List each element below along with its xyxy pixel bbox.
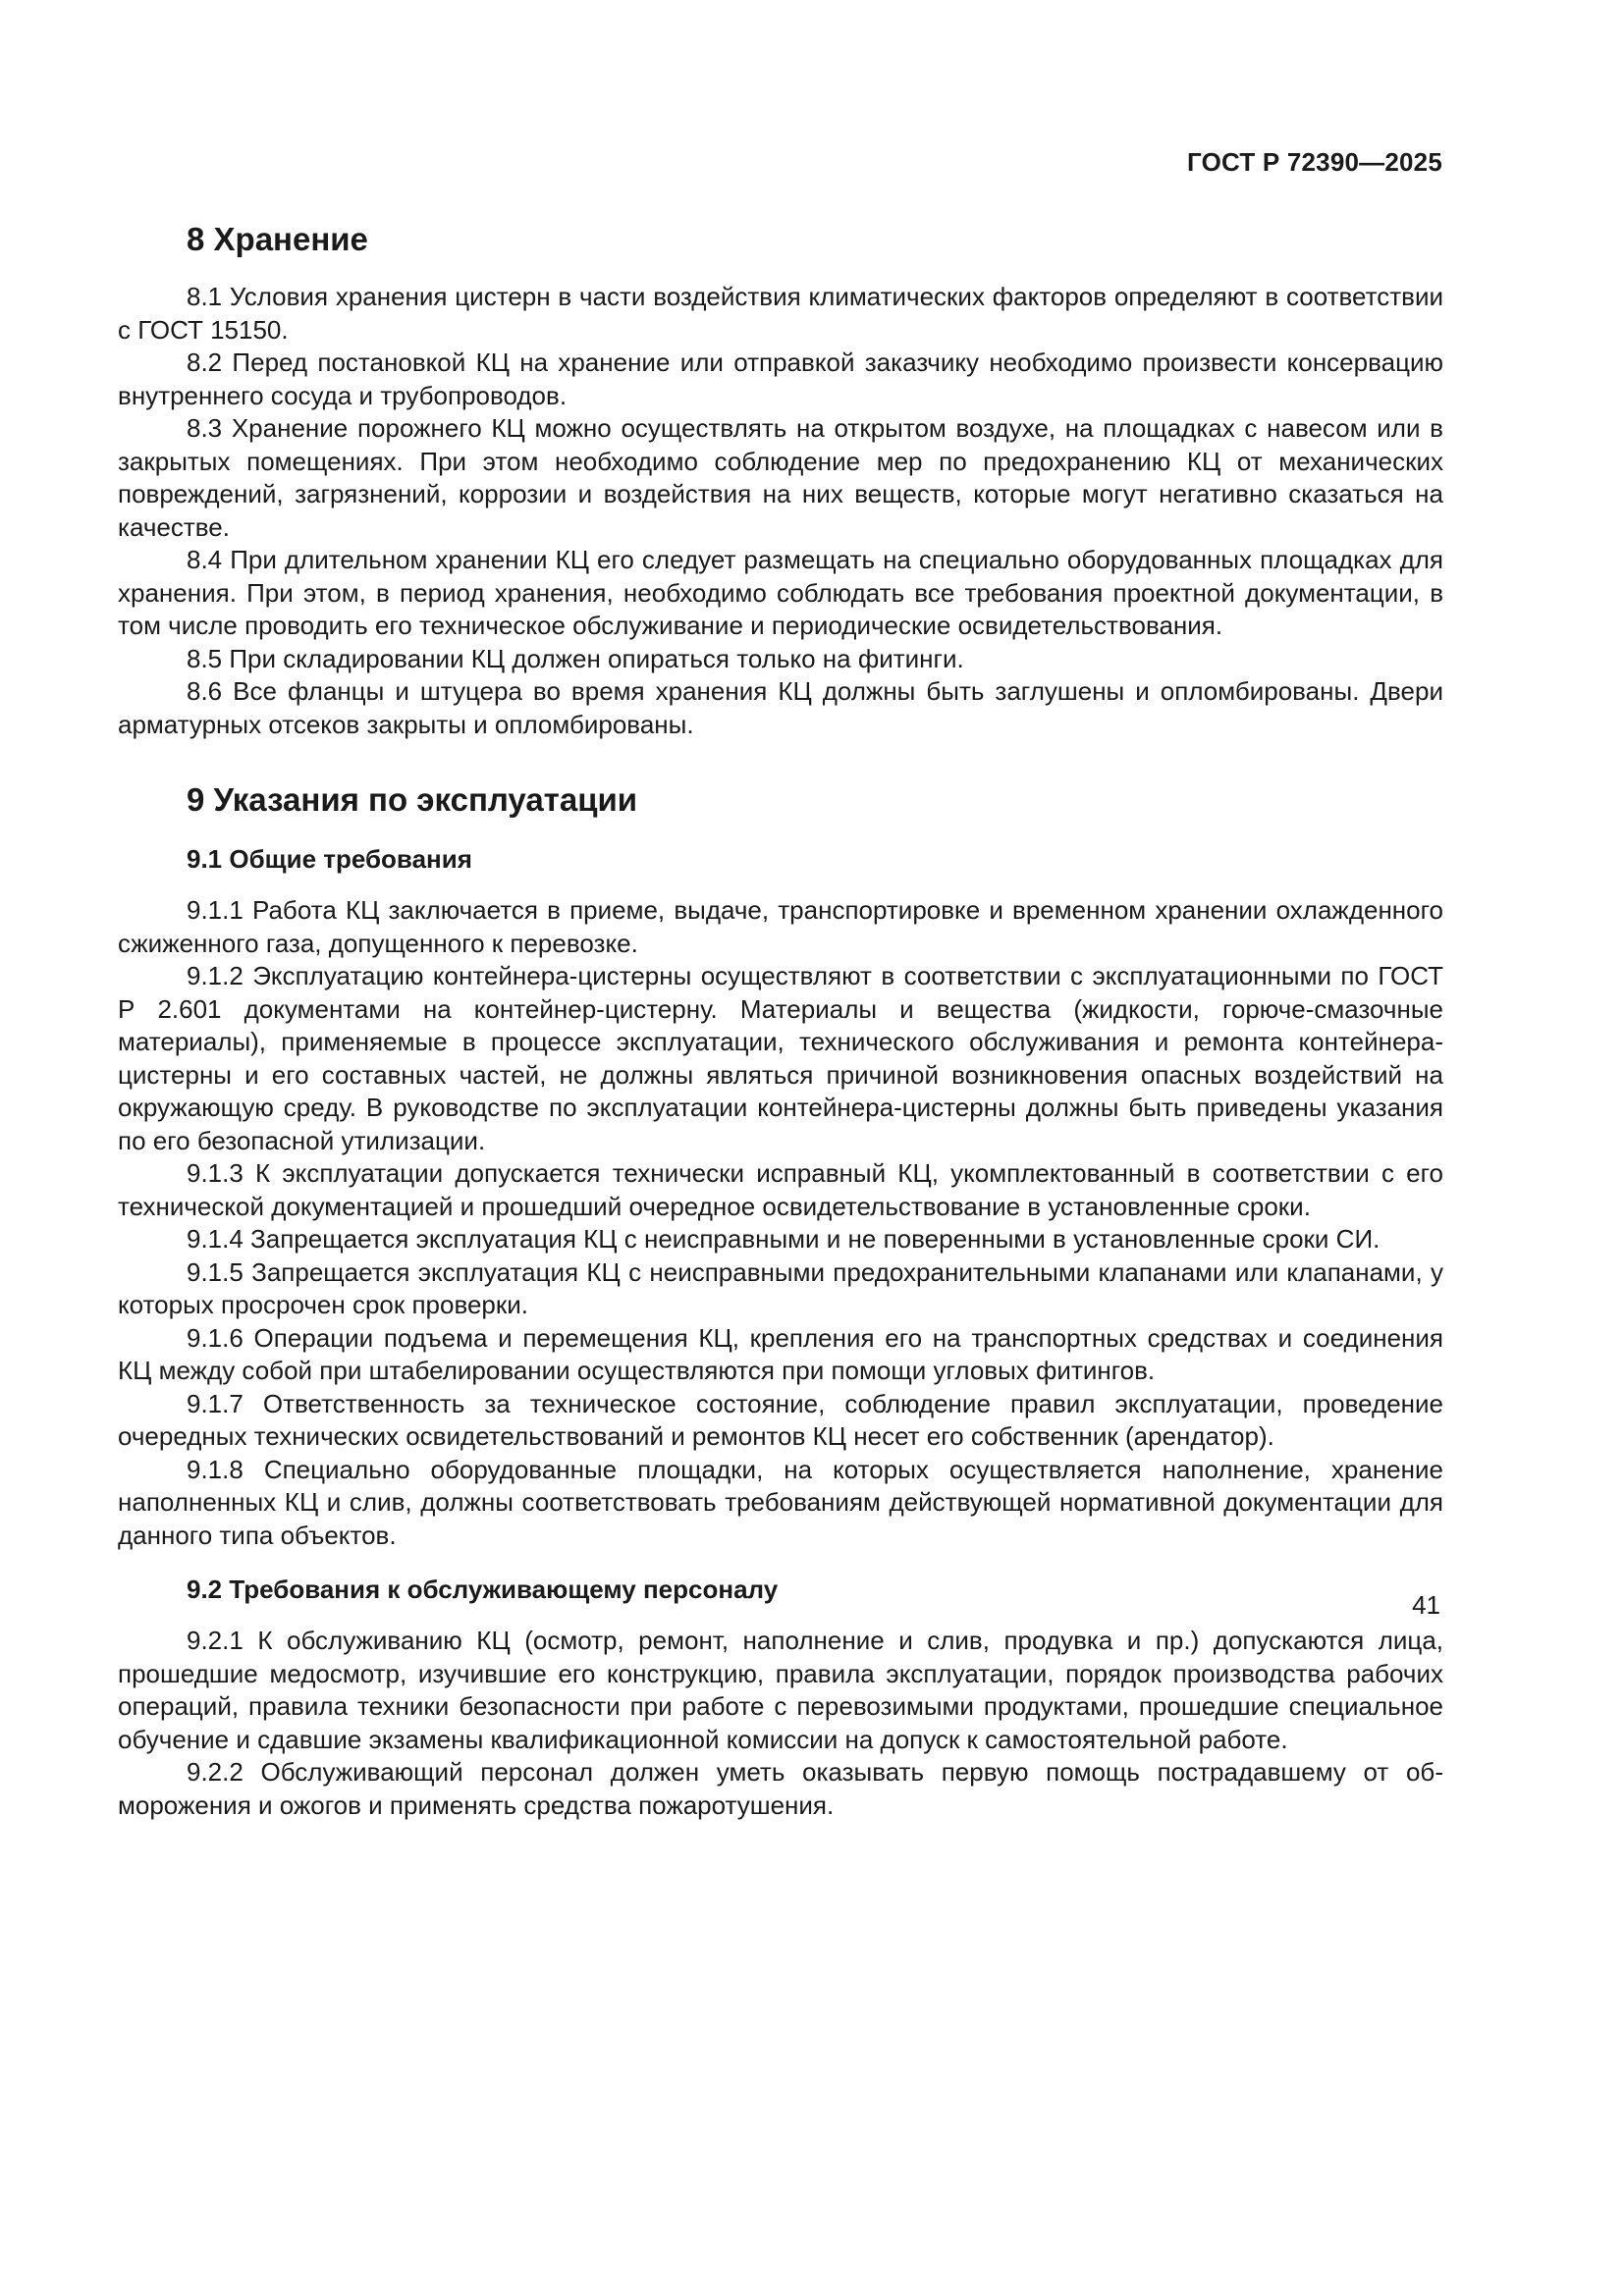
- paragraph-8-1: 8.1 Условия хранения цистерн в части воздействия климатических факторов определяют в соответствии с ГОСТ 15150.: [118, 282, 1443, 345]
- paragraph-9-1-5: 9.1.5 Запрещается эксплуатация КЦ с неисправными предохранительными клапанами или клапанами, у которых просрочен срок проверки.: [118, 1256, 1443, 1319]
- paragraph-8-4: 8.4 При длительном хранении КЦ его следует размещать на специально оборудованных площадках для хранения. При этом, в период хранения, необходимо соблюдать все требования проектной документации, в том числе проводить его техническое обслуживание и периодические освидетельствования.: [118, 545, 1443, 640]
- paragraph-9-1-8: 9.1.8 Специально оборудованные площадки, на которых осуществляется наполнение, хранение наполненных КЦ и слив, должны соответствовать требованиям действующей нормативной документации для данного типа объектов.: [118, 1454, 1443, 1550]
- paragraph-8-2: 8.2 Перед постановкой КЦ на хранение или отправкой заказчику необходимо произвести консервацию внутреннего сосуда и трубопроводов.: [118, 347, 1443, 410]
- section-8-storage: [118, 218, 1443, 741]
- paragraph-9-1-1: 9.1.1 Работа КЦ заключается в приеме, выдаче, транспортировке и временном хранении охлажденного сжиженного газа, допущенного к перевозке.: [118, 895, 1443, 958]
- paragraph-9-2-1: 9.2.1 К обслуживанию КЦ (осмотр, ремонт, наполнение и слив, продувка и пр.) допускаются лица, прошедшие медосмотр, изучившие его конструкцию, правила эксплуатации, порядок производства рабочих операций, правила техники безопасности при работе с перевозимыми продуктами, прошедшие специальное обучение и сдавшие экзамены квалификационной комиссии на допуск к самостоятельной работе.: [118, 1626, 1443, 1754]
- subsection-9-1: [118, 841, 1443, 1552]
- paragraph-9-1-4: 9.1.4 Запрещается эксплуатация КЦ с неисправными и не поверенными в установленные сроки СИ.: [187, 1224, 1380, 1254]
- paragraph-9-1-2: 9.1.2 Эксплуатацию контейнера-цистерны осуществляют в соответствии с эксплуатационными по ГОСТ Р 2.601 документами на контейнер-цистерну. Материалы и вещества (жидкости, горюче-смазочные материалы), применяемые в процессе эксплуатации, технического обслуживания и ремонта контейнера-цистерны и его составных частей, не должны являться причиной возникновения опасных воздействий на окружающую среду. В руководстве по эксплуатации контейнера-цистерны должны быть приведены указания по его безопасной утилизации.: [118, 961, 1443, 1155]
- paragraph-8-5: 8.5 При складировании КЦ должен опираться только на фитинги.: [187, 643, 964, 673]
- document-number-header: ГОСТ Р 72390—2025: [1187, 147, 1442, 177]
- section-8-title: 8 Хранение: [187, 221, 368, 257]
- subsection-9-2: [118, 1572, 1443, 1822]
- subsection-9-1-title: 9.1 Общие требования: [187, 844, 472, 874]
- paragraph-8-6: 8.6 Все фланцы и штуцера во время хранения КЦ должны быть заглушены и опломбированы. Двери арматурных отсеков закрыты и опломбированы.: [118, 676, 1443, 739]
- paragraph-8-3: 8.3 Хранение порожнего КЦ можно осуществлять на открытом воздухе, на площадках с навесом или в закрытых помещениях. При этом необходимо соблюдение мер по предохранению КЦ от механических повреждений, загрязнений, коррозии и воздействия на них веществ, которые могут негативно сказаться на качестве.: [118, 413, 1443, 542]
- section-9-title: 9 Указания по эксплуатации: [187, 781, 638, 818]
- section-9-operation: [118, 778, 1443, 1822]
- subsection-9-2-title: 9.2 Требования к обслуживающему персоналу: [187, 1575, 779, 1604]
- page-body: [118, 218, 1443, 1822]
- paragraph-9-1-3: 9.1.3 К эксплуатации допускается технически исправный КЦ, укомплектованный в соответствии с его технической документацией и прошедший очередное освидетельствование в установленные сроки.: [118, 1158, 1443, 1221]
- paragraph-9-1-7: 9.1.7 Ответственность за техническое состояние, соблюдение правил эксплуатации, проведение очередных технических освидетельствований и ремонтов КЦ несет его собственник (арендатор).: [118, 1388, 1443, 1451]
- page-number: 41: [1412, 1590, 1440, 1620]
- paragraph-9-2-2: 9.2.2 Обслуживающий персонал должен уметь оказывать первую помощь пострадавшему от обморожения и ожогов и применять средства пожаротушения.: [118, 1757, 1443, 1820]
- paragraph-9-1-6: 9.1.6 Операции подъема и перемещения КЦ, крепления его на транспортных средствах и соединения КЦ между собой при штабелировании осуществляются при помощи угловых фитингов.: [118, 1322, 1443, 1385]
